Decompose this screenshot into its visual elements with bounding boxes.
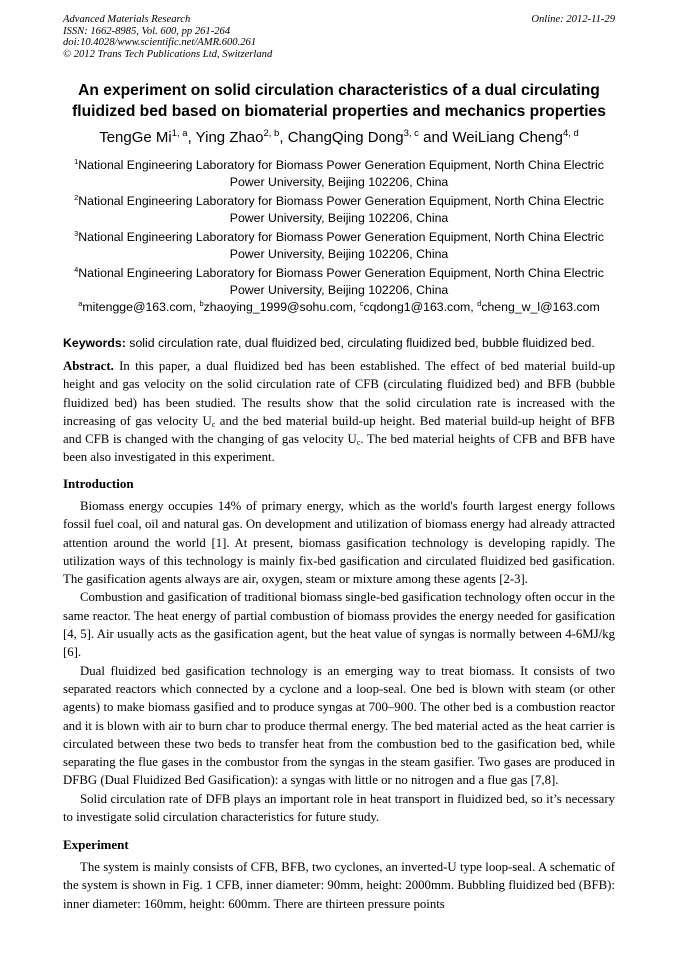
email[interactable]: $^c$cqdong1@163.com xyxy=(359,299,471,314)
paragraph: Dual fluidized bed gasification technology is an emerging way to treat biomass. It consists of two separated reactors which connected by a cyclone and a loop-seal. One bed is blown with steam (or other agents) to make biomass gasified and to produce syngas at 700–900. The other bed is a combustion reactor and it is blown with air to burn char to produce thermal energy. The bed material acted as the heat carrier is circulated between these two beds to transfer heat from the combustion bed to the gasification bed, while separating the flue gases in the combustor from the syngas in the steam gasifier. Two gases are produced in DFBG (Dual Fluidized Bed Gasification): a syngas with little or no nitrogen and a flue gas [7,8]. xyxy=(63,663,615,788)
experiment-heading: Experiment xyxy=(63,837,129,852)
journal-name: Advanced Materials Research xyxy=(63,14,191,25)
online-date: Online: 2012-11-29 xyxy=(531,14,615,25)
keywords-text: solid circulation rate, dual fluidized bed, circulating fluidized bed, bubble fluidized bed. xyxy=(125,336,595,350)
author: Ying Zhao$^{2, b}$, xyxy=(195,128,288,146)
paragraph: The system is mainly consists of CFB, BFB, two cyclones, an inverted-U type loop-seal. A schematic of the system is shown in Fig. 1 CFB, inner diameter: 90mm, height: 2000mm. Bubbling fluidized bed (BFB): inner diameter: 160mm, height: 600mm. There are thirteen pressure points xyxy=(63,860,615,911)
author-list xyxy=(60,128,618,148)
paragraph: Solid circulation rate of DFB plays an important role in heat transport in fluidized bed, so it’s necessary to investigate solid circulation characteristics for future study. xyxy=(63,791,615,825)
doi-line: doi:10.4028/www.scientific.net/AMR.600.261 xyxy=(63,37,257,49)
affiliation: $^1$National Engineering Laboratory for Biomass Power Generation Equipment, North China Electric Power University, Beijing 102206, China xyxy=(74,157,604,190)
author: TengGe Mi$^{1, a}$, xyxy=(99,128,196,146)
abstract-label: Abstract. xyxy=(63,359,114,373)
keywords xyxy=(63,335,615,351)
email[interactable]: $^a$mitengge@163.com xyxy=(78,299,193,314)
paper-title: An experiment on solid circulation characteristics of a dual circulating fluidized bed based on biomaterial properties and mechanics properties xyxy=(72,82,606,120)
experiment-section xyxy=(63,858,615,913)
author: ChangQing Dong$^{3, c}$ and xyxy=(287,128,453,146)
issn-line: ISSN: 1662-8985, Vol. 600, pp 261-264 xyxy=(63,25,231,37)
journal-info xyxy=(63,14,272,60)
keywords-label: Keywords: xyxy=(63,336,126,350)
author: WeiLiang Cheng$^{4, d}$ xyxy=(452,128,579,146)
copyright-line: © 2012 Trans Tech Publications Ltd, Switzerland xyxy=(63,48,273,60)
introduction-section xyxy=(63,497,615,826)
abstract: Abstract. In this paper, a dual fluidized bed has been established. The effect of bed material build-up height and gas velocity on the solid circulation rate of CFB (circulating fluidized bed) and BFB (bubble fluidized bed) has been studied. The results show that the solid circulation rate is increased with the increasing of gas velocity $U_c$ and the bed material build-up height. Bed material build-up height of BFB and CFB is changed with the changing of gas velocity $U_c$. The bed material heights of CFB and BFB have been also investigated in this experiment. xyxy=(63,359,615,465)
affiliation: $^4$National Engineering Laboratory for Biomass Power Generation Equipment, North China Electric Power University, Beijing 102206, China xyxy=(74,265,604,298)
introduction-heading: Introduction xyxy=(63,476,134,491)
affiliation-list xyxy=(60,157,618,301)
email[interactable]: $^b$zhaoying_1999@sohu.com xyxy=(199,299,353,314)
paragraph: Combustion and gasification of traditional biomass single-bed gasification technology often occur in the same reactor. The heat energy of partial combustion of biomass provides the energy needed for gasification [4, 5]. Air usually acts as the gasification agent, but the heat value of syngas is normally between 4-6MJ/kg [6]. xyxy=(63,590,615,660)
affiliation: $^2$National Engineering Laboratory for Biomass Power Generation Equipment, North China Electric Power University, Beijing 102206, China xyxy=(74,193,604,226)
paragraph: Biomass energy occupies 14% of primary energy, which as the world's fourth largest energy follows fossil fuel coal, oil and natural gas. On development and utilization of biomass energy had already attracted attention around the world [1]. At present, biomass gasification technology is developing rapidly. The utilization ways of this technology is mainly fix-bed gasification and circulated fluidized bed gasification. The gasification agents always are air, oxygen, steam or mixture among these agents [2-3]. xyxy=(63,499,615,587)
affiliation: $^3$National Engineering Laboratory for Biomass Power Generation Equipment, North China Electric Power University, Beijing 102206, China xyxy=(74,229,604,262)
email[interactable]: $^d$cheng_w_l@163.com xyxy=(477,299,600,314)
email-list: $^a$mitengge@163.com, $^b$zhaoying_1999@sohu.com, $^c$cqdong1@163.com, $^d$cheng_w_l@163.com xyxy=(78,299,600,314)
